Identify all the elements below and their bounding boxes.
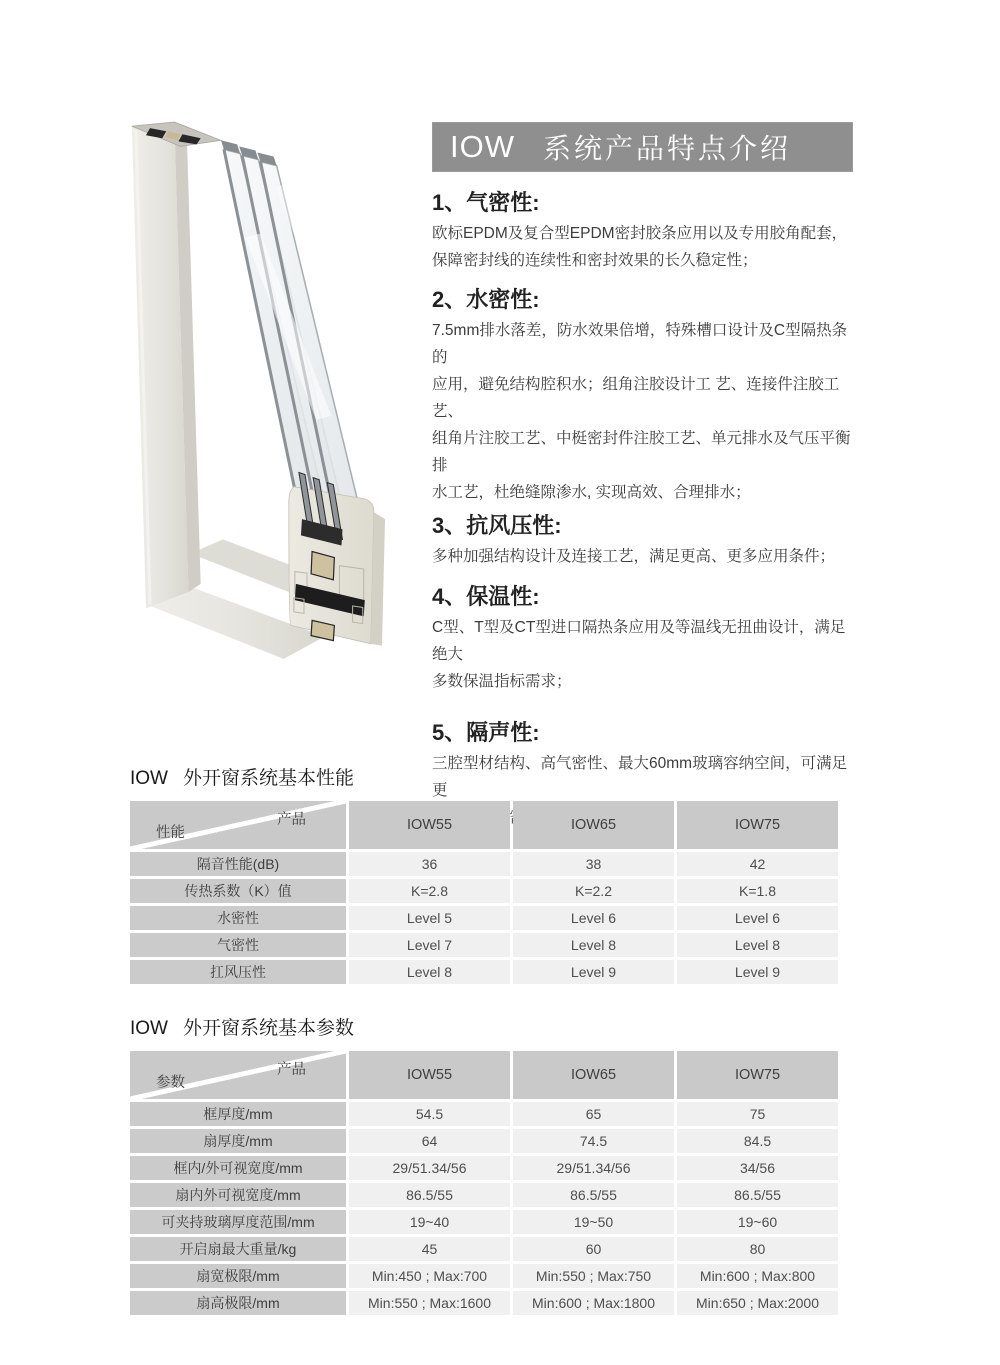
table-cell: 86.5/55 — [677, 1183, 838, 1207]
table-cell: 29/51.34/56 — [349, 1156, 510, 1180]
feature-thermal-insulation — [432, 583, 853, 695]
table-cell: 65 — [513, 1102, 674, 1126]
table-cell: 75 — [677, 1102, 838, 1126]
feature-heading: 2、水密性: — [432, 287, 540, 312]
feature-text-line: 多种加强结构设计及连接工艺，满足更高、更多应用条件； — [432, 548, 836, 565]
table-cell: 60 — [513, 1237, 674, 1261]
row-label: 水密性 — [130, 906, 346, 930]
table-cell: 29/51.34/56 — [513, 1156, 674, 1180]
column-header: IOW65 — [513, 801, 674, 849]
table-cell: K=2.8 — [349, 879, 510, 903]
column-header: IOW55 — [349, 1051, 510, 1099]
feature-text-line: C型、T型及CT型进口隔热条应用及等温线无扭曲设计，满足绝大 — [432, 619, 846, 663]
column-header: IOW75 — [677, 1051, 838, 1099]
params-table-title: IOW 外开窗系统基本参数 — [130, 1018, 355, 1039]
row-label: 气密性 — [130, 933, 346, 957]
table-cell: Min:550 ; Max:1600 — [349, 1291, 510, 1315]
params-table — [130, 1051, 836, 1315]
table-cell: Min:600 ; Max:1800 — [513, 1291, 674, 1315]
row-label: 开启扇最大重量/kg — [130, 1237, 346, 1261]
row-label: 扇宽极限/mm — [130, 1264, 346, 1288]
feature-text-line: 7.5mm排水落差，防水效果倍增，特殊槽口设计及C型隔热条的 — [432, 322, 848, 366]
corner-header-cell — [130, 1051, 346, 1099]
feature-watertightness — [432, 286, 853, 506]
corner-header-cell — [130, 801, 346, 849]
performance-table-section — [130, 763, 836, 984]
corner-top-label: 产品 — [277, 1062, 306, 1078]
table-cell: 86.5/55 — [513, 1183, 674, 1207]
feature-text-line: 多数保温指标需求； — [432, 673, 572, 690]
feature-heading: 5、隔声性: — [432, 720, 540, 745]
table-cell: 64 — [349, 1129, 510, 1153]
table-cell: Level 9 — [677, 960, 838, 984]
row-label: 扛风压性 — [130, 960, 346, 984]
table-cell: 74.5 — [513, 1129, 674, 1153]
table-cell: 80 — [677, 1237, 838, 1261]
section-header-title: 系统产品特点介绍 — [543, 133, 792, 164]
row-label: 隔音性能(dB) — [130, 852, 346, 876]
table-cell: Level 8 — [677, 933, 838, 957]
table-cell: 54.5 — [349, 1102, 510, 1126]
table-cell: 19~40 — [349, 1210, 510, 1234]
table-cell: K=1.8 — [677, 879, 838, 903]
performance-table-title: IOW 外开窗系统基本性能 — [130, 768, 355, 789]
table-cell: 36 — [349, 852, 510, 876]
table-cell: Level 7 — [349, 933, 510, 957]
table-cell: 45 — [349, 1237, 510, 1261]
row-label: 扇内外可视宽度/mm — [130, 1183, 346, 1207]
table-cell: Level 6 — [677, 906, 838, 930]
system-code: IOW — [130, 1018, 168, 1039]
section-header-bar — [432, 122, 853, 172]
table-cell: 86.5/55 — [349, 1183, 510, 1207]
feature-panel — [432, 122, 853, 831]
params-table-section — [130, 1013, 836, 1315]
corner-top-label: 产品 — [277, 812, 306, 828]
feature-airtightness — [432, 189, 853, 274]
table-cell: Min:600 ; Max:800 — [677, 1264, 838, 1288]
row-label: 框厚度/mm — [130, 1102, 346, 1126]
table-cell: 84.5 — [677, 1129, 838, 1153]
column-header: IOW65 — [513, 1051, 674, 1099]
table-cell: 19~50 — [513, 1210, 674, 1234]
table-cell: Min:650 ; Max:2000 — [677, 1291, 838, 1315]
row-label: 传热系数（K）值 — [130, 879, 346, 903]
table-cell: Level 8 — [349, 960, 510, 984]
feature-wind-resistance — [432, 512, 853, 570]
table-cell: Min:550 ; Max:750 — [513, 1264, 674, 1288]
frame-stile — [132, 122, 201, 608]
feature-text-line: 应用，避免结构腔积水；组角注胶设计工 艺、连接件注胶工艺、 — [432, 376, 840, 420]
corner-bottom-label: 参数 — [156, 1075, 185, 1091]
feature-heading: 4、保温性: — [432, 584, 540, 609]
table-cell: Level 6 — [513, 906, 674, 930]
table-cell: 34/56 — [677, 1156, 838, 1180]
feature-heading: 1、气密性: — [432, 190, 540, 215]
performance-table — [130, 801, 836, 984]
feature-text-line: 保障密封线的连续性和密封效果的长久稳定性； — [432, 252, 758, 269]
corner-bottom-label: 性能 — [156, 825, 185, 841]
table-cell: Level 9 — [513, 960, 674, 984]
column-header: IOW55 — [349, 801, 510, 849]
feature-heading: 3、抗风压性: — [432, 513, 562, 538]
bottom-profile-cut — [289, 473, 385, 646]
table-cell: 42 — [677, 852, 838, 876]
row-label: 框内/外可视宽度/mm — [130, 1156, 346, 1180]
feature-text-line: 组角片注胶工艺、中梃密封件注胶工艺、单元排水及气压平衡排 — [432, 430, 851, 474]
table-cell: Level 5 — [349, 906, 510, 930]
feature-text-line: 水工艺，杜绝缝隙渗水, 实现高效、合理排水； — [432, 484, 751, 501]
table-cell: 38 — [513, 852, 674, 876]
system-code: IOW — [130, 768, 168, 789]
row-label: 扇厚度/mm — [130, 1129, 346, 1153]
row-label: 扇高极限/mm — [130, 1291, 346, 1315]
table-cell: 19~60 — [677, 1210, 838, 1234]
system-code: IOW — [450, 129, 515, 164]
column-header: IOW75 — [677, 801, 838, 849]
table-cell: Min:450 ; Max:700 — [349, 1264, 510, 1288]
window-profile-cross-section-image — [123, 116, 408, 668]
feature-text-line: 欧标EPDM及复合型EPDM密封胶条应用以及专用胶角配套， — [432, 225, 848, 242]
feature-text-line: 三腔型材结构、高气密性、最大60mm玻璃容纳空间，可满足更 — [432, 755, 848, 799]
table-cell: K=2.2 — [513, 879, 674, 903]
table-cell: Level 8 — [513, 933, 674, 957]
row-label: 可夹持玻璃厚度范围/mm — [130, 1210, 346, 1234]
